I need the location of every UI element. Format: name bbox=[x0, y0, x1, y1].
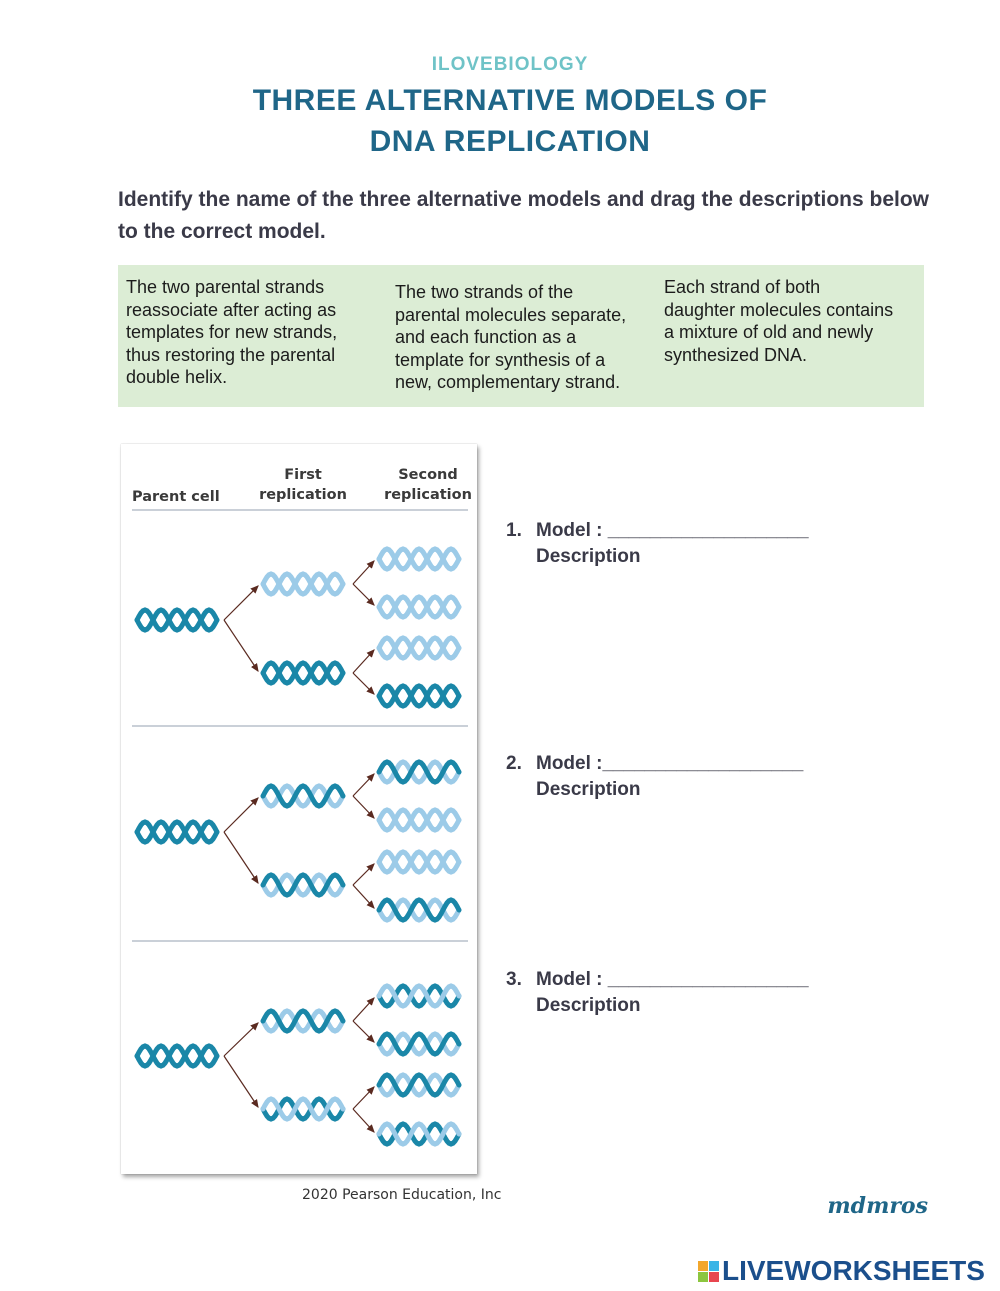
model-2-number: 2. bbox=[506, 753, 522, 774]
panel-1-arrow-up bbox=[224, 586, 258, 620]
panel-1-arrow-second-1 bbox=[353, 561, 374, 584]
panel-3-arrow-up bbox=[224, 1023, 258, 1056]
panel-2-arrow-second-1 bbox=[353, 774, 374, 796]
figure-credit: 2020 Pearson Education, Inc bbox=[302, 1187, 502, 1203]
replication-diagram bbox=[121, 444, 477, 1174]
panel-1-arrow-second-4 bbox=[353, 673, 374, 694]
liveworksheets-footer[interactable] bbox=[698, 1255, 985, 1287]
model-1-answer-blank[interactable]: Model : ___________________ bbox=[536, 520, 809, 541]
description-bank bbox=[118, 265, 924, 407]
panel-3-arrow-second-4 bbox=[353, 1109, 374, 1132]
liveworksheets-logo-icon bbox=[698, 1261, 719, 1282]
brand-label: ILOVEBIOLOGY bbox=[431, 54, 589, 75]
panel-2-arrow-second-4 bbox=[353, 885, 374, 908]
panel-1-arrow-second-2 bbox=[353, 584, 374, 605]
model-2-description-drop[interactable]: Description bbox=[536, 779, 641, 800]
col-header-second-1: Second bbox=[398, 467, 458, 483]
panel-3-arrow-second-3 bbox=[353, 1087, 374, 1109]
model-2-line bbox=[506, 753, 803, 775]
panel-3-arrow-second-1 bbox=[353, 998, 374, 1021]
model-1-line bbox=[506, 520, 809, 542]
description-card-3[interactable]: Each strand of both daughter molecules contains a mixture of old and newly synthesized DNA. bbox=[664, 277, 894, 365]
author-signature: mdmros bbox=[827, 1193, 928, 1219]
page-title-line1: THREE ALTERNATIVE MODELS OF bbox=[252, 84, 768, 117]
model-3-line bbox=[506, 969, 809, 991]
model-1-description-drop[interactable]: Description bbox=[536, 546, 641, 567]
model-1-number: 1. bbox=[506, 520, 522, 541]
panel-2-arrow-second-2 bbox=[353, 796, 374, 818]
description-card-2[interactable]: The two strands of the parental molecules separate, and each function as a template for synthesis of a new, complementary strand. bbox=[395, 282, 627, 392]
panel-2-arrow-up bbox=[224, 798, 258, 832]
panel-1-arrow-down bbox=[224, 620, 258, 671]
panel-2-arrow-second-3 bbox=[353, 864, 374, 885]
model-3-description-drop[interactable]: Description bbox=[536, 995, 641, 1016]
col-header-parent: Parent cell bbox=[132, 489, 220, 505]
replication-figure bbox=[121, 444, 477, 1174]
panel-3-arrow-down bbox=[224, 1056, 258, 1107]
panel-1-arrow-second-3 bbox=[353, 650, 374, 673]
col-header-second-2: replication bbox=[384, 487, 472, 503]
panel-2-arrow-down bbox=[224, 832, 258, 883]
model-2-answer-blank[interactable]: Model :___________________ bbox=[536, 753, 804, 774]
col-header-first-1: First bbox=[284, 467, 322, 483]
model-3-answer-blank[interactable]: Model : ___________________ bbox=[536, 969, 809, 990]
model-3-number: 3. bbox=[506, 969, 522, 990]
instructions: Identify the name of the three alternative models and drag the descriptions below to the correct model. bbox=[118, 188, 929, 243]
panel-3-arrow-second-2 bbox=[353, 1021, 374, 1042]
page-title-line2: DNA REPLICATION bbox=[369, 125, 651, 158]
col-header-first-2: replication bbox=[259, 487, 347, 503]
description-card-1[interactable]: The two parental strands reassociate after acting as templates for new strands, thus restoring the parental double helix. bbox=[126, 277, 338, 387]
liveworksheets-brand: LIVEWORKSHEETS bbox=[722, 1255, 985, 1286]
